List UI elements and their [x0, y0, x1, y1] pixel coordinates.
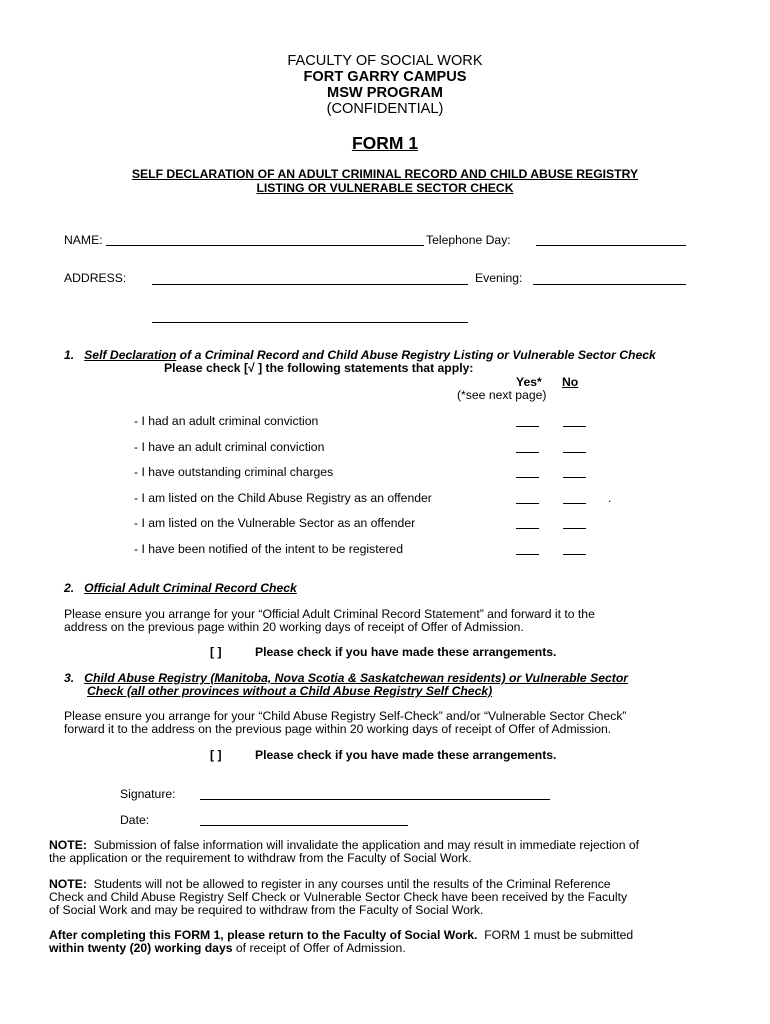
yes-checkbox-line[interactable] [516, 426, 539, 427]
section1-heading-rest: of a Criminal Record and Child Abuse Registry Listing or Vulnerable Sector Check [176, 348, 656, 362]
section2-check-text: Please check if you have made these arrangements. [255, 645, 557, 659]
final-instruction-bold1: After completing this FORM 1, please return to the Faculty of Social Work. [49, 928, 478, 942]
note2-line2: Check and Child Abuse Registry Self Check or Vulnerable Sector Check have been received by the Faculty [49, 890, 628, 904]
yes-checkbox-line[interactable] [516, 554, 539, 555]
confidential-label: (CONFIDENTIAL) [326, 101, 444, 117]
section1-number: 1. [64, 348, 75, 362]
statement-item: - I have an adult criminal conviction [134, 440, 325, 454]
yes-checkbox-line[interactable] [516, 477, 539, 478]
statement-item: - I am listed on the Child Abuse Registry as an offender [134, 491, 432, 505]
evening-label: Evening: [475, 271, 523, 285]
note2-text1: Students will not be allowed to register in any courses until the results of the Criminal Reference [86, 877, 611, 891]
name-label: NAME: [64, 233, 103, 247]
final-instruction-line2 [49, 942, 406, 955]
section2-heading [64, 582, 297, 595]
form-subtitle-line1: SELF DECLARATION OF AN ADULT CRIMINAL RECORD AND CHILD ABUSE REGISTRY [131, 167, 639, 181]
section3-number: 3. [64, 671, 75, 685]
final-instruction-rest2: of receipt of Offer of Admission. [232, 941, 406, 955]
address-label: ADDRESS: [64, 271, 127, 285]
no-checkbox-line[interactable] [563, 528, 586, 529]
section1-heading-underlined: Self Declaration [84, 348, 177, 362]
section2-checkbox[interactable]: [ ] [210, 645, 222, 659]
note2-label: NOTE: [49, 877, 87, 891]
note2-line3: of Social Work and may be required to withdraw from the Faculty of Social Work. [49, 903, 484, 917]
telephone-evening-field[interactable] [533, 284, 686, 285]
no-checkbox-line[interactable] [563, 503, 586, 504]
section2-paragraph-line1: Please ensure you arrange for your “Official Adult Criminal Record Statement” and forward it to the [64, 607, 595, 621]
signature-field[interactable] [200, 799, 550, 800]
no-checkbox-line[interactable] [563, 554, 586, 555]
statement-item: - I have been notified of the intent to be registered [134, 542, 403, 556]
section3-heading-line2: Check (all other provinces without a Child Abuse Registry Self Check) [87, 684, 493, 698]
section2-number: 2. [64, 581, 75, 595]
faculty-heading: FACULTY OF SOCIAL WORK [287, 53, 483, 69]
yes-checkbox-line[interactable] [516, 503, 539, 504]
note1-text1: Submission of false information will invalidate the application and may result in immediate rejection of [86, 838, 640, 852]
section3-check-text: Please check if you have made these arrangements. [255, 748, 557, 762]
statement-item: - I have outstanding criminal charges [134, 465, 334, 479]
note1-label: NOTE: [49, 838, 87, 852]
statement-item: - I am listed on the Vulnerable Sector as an offender [134, 516, 416, 530]
no-checkbox-line[interactable] [563, 477, 586, 478]
date-field[interactable] [200, 825, 408, 826]
form-title: FORM 1 [351, 133, 419, 153]
signature-label: Signature: [120, 787, 176, 801]
campus-heading: FORT GARRY CAMPUS [303, 69, 467, 85]
statement-item: - I had an adult criminal conviction [134, 414, 319, 428]
final-instruction-bold2: within twenty (20) working days [49, 941, 233, 955]
address-field-line1[interactable] [152, 284, 468, 285]
yes-checkbox-line[interactable] [516, 528, 539, 529]
section1-instruction: Please check [√ ] the following statements that apply: [164, 361, 474, 375]
final-instruction-rest1: FORM 1 must be submitted [477, 928, 634, 942]
no-checkbox-line[interactable] [563, 452, 586, 453]
no-column-header: No [562, 375, 579, 389]
yes-checkbox-line[interactable] [516, 452, 539, 453]
note1-line2: the application or the requirement to withdraw from the Faculty of Social Work. [49, 851, 472, 865]
section3-paragraph-line1: Please ensure you arrange for your “Child Abuse Registry Self-Check” and/or “Vulnerable Sector Check” [64, 709, 627, 723]
section3-paragraph-line2: forward it to the address on the previous page within 20 working days of receipt of Offer of Admission. [64, 722, 612, 736]
section3-heading-text1: Child Abuse Registry (Manitoba, Nova Scotia & Saskatchewan residents) or Vulnerable Sector [84, 671, 629, 685]
name-field[interactable] [106, 245, 424, 246]
no-checkbox-line[interactable] [563, 426, 586, 427]
yes-column-header: Yes* [516, 375, 542, 389]
telephone-day-field[interactable] [536, 245, 686, 246]
program-heading: MSW PROGRAM [327, 85, 443, 101]
date-label: Date: [120, 813, 150, 827]
telephone-day-label: Telephone Day: [426, 233, 511, 247]
section3-checkbox[interactable]: [ ] [210, 748, 222, 762]
section2-heading-text: Official Adult Criminal Record Check [84, 581, 297, 595]
address-field-line2[interactable] [152, 322, 468, 323]
section2-paragraph-line2: address on the previous page within 20 working days of receipt of Offer of Admission. [64, 620, 524, 634]
stray-mark: . [608, 491, 612, 505]
see-next-page-note: (*see next page) [457, 388, 547, 402]
form-subtitle-line2: LISTING OR VULNERABLE SECTOR CHECK [256, 181, 514, 195]
